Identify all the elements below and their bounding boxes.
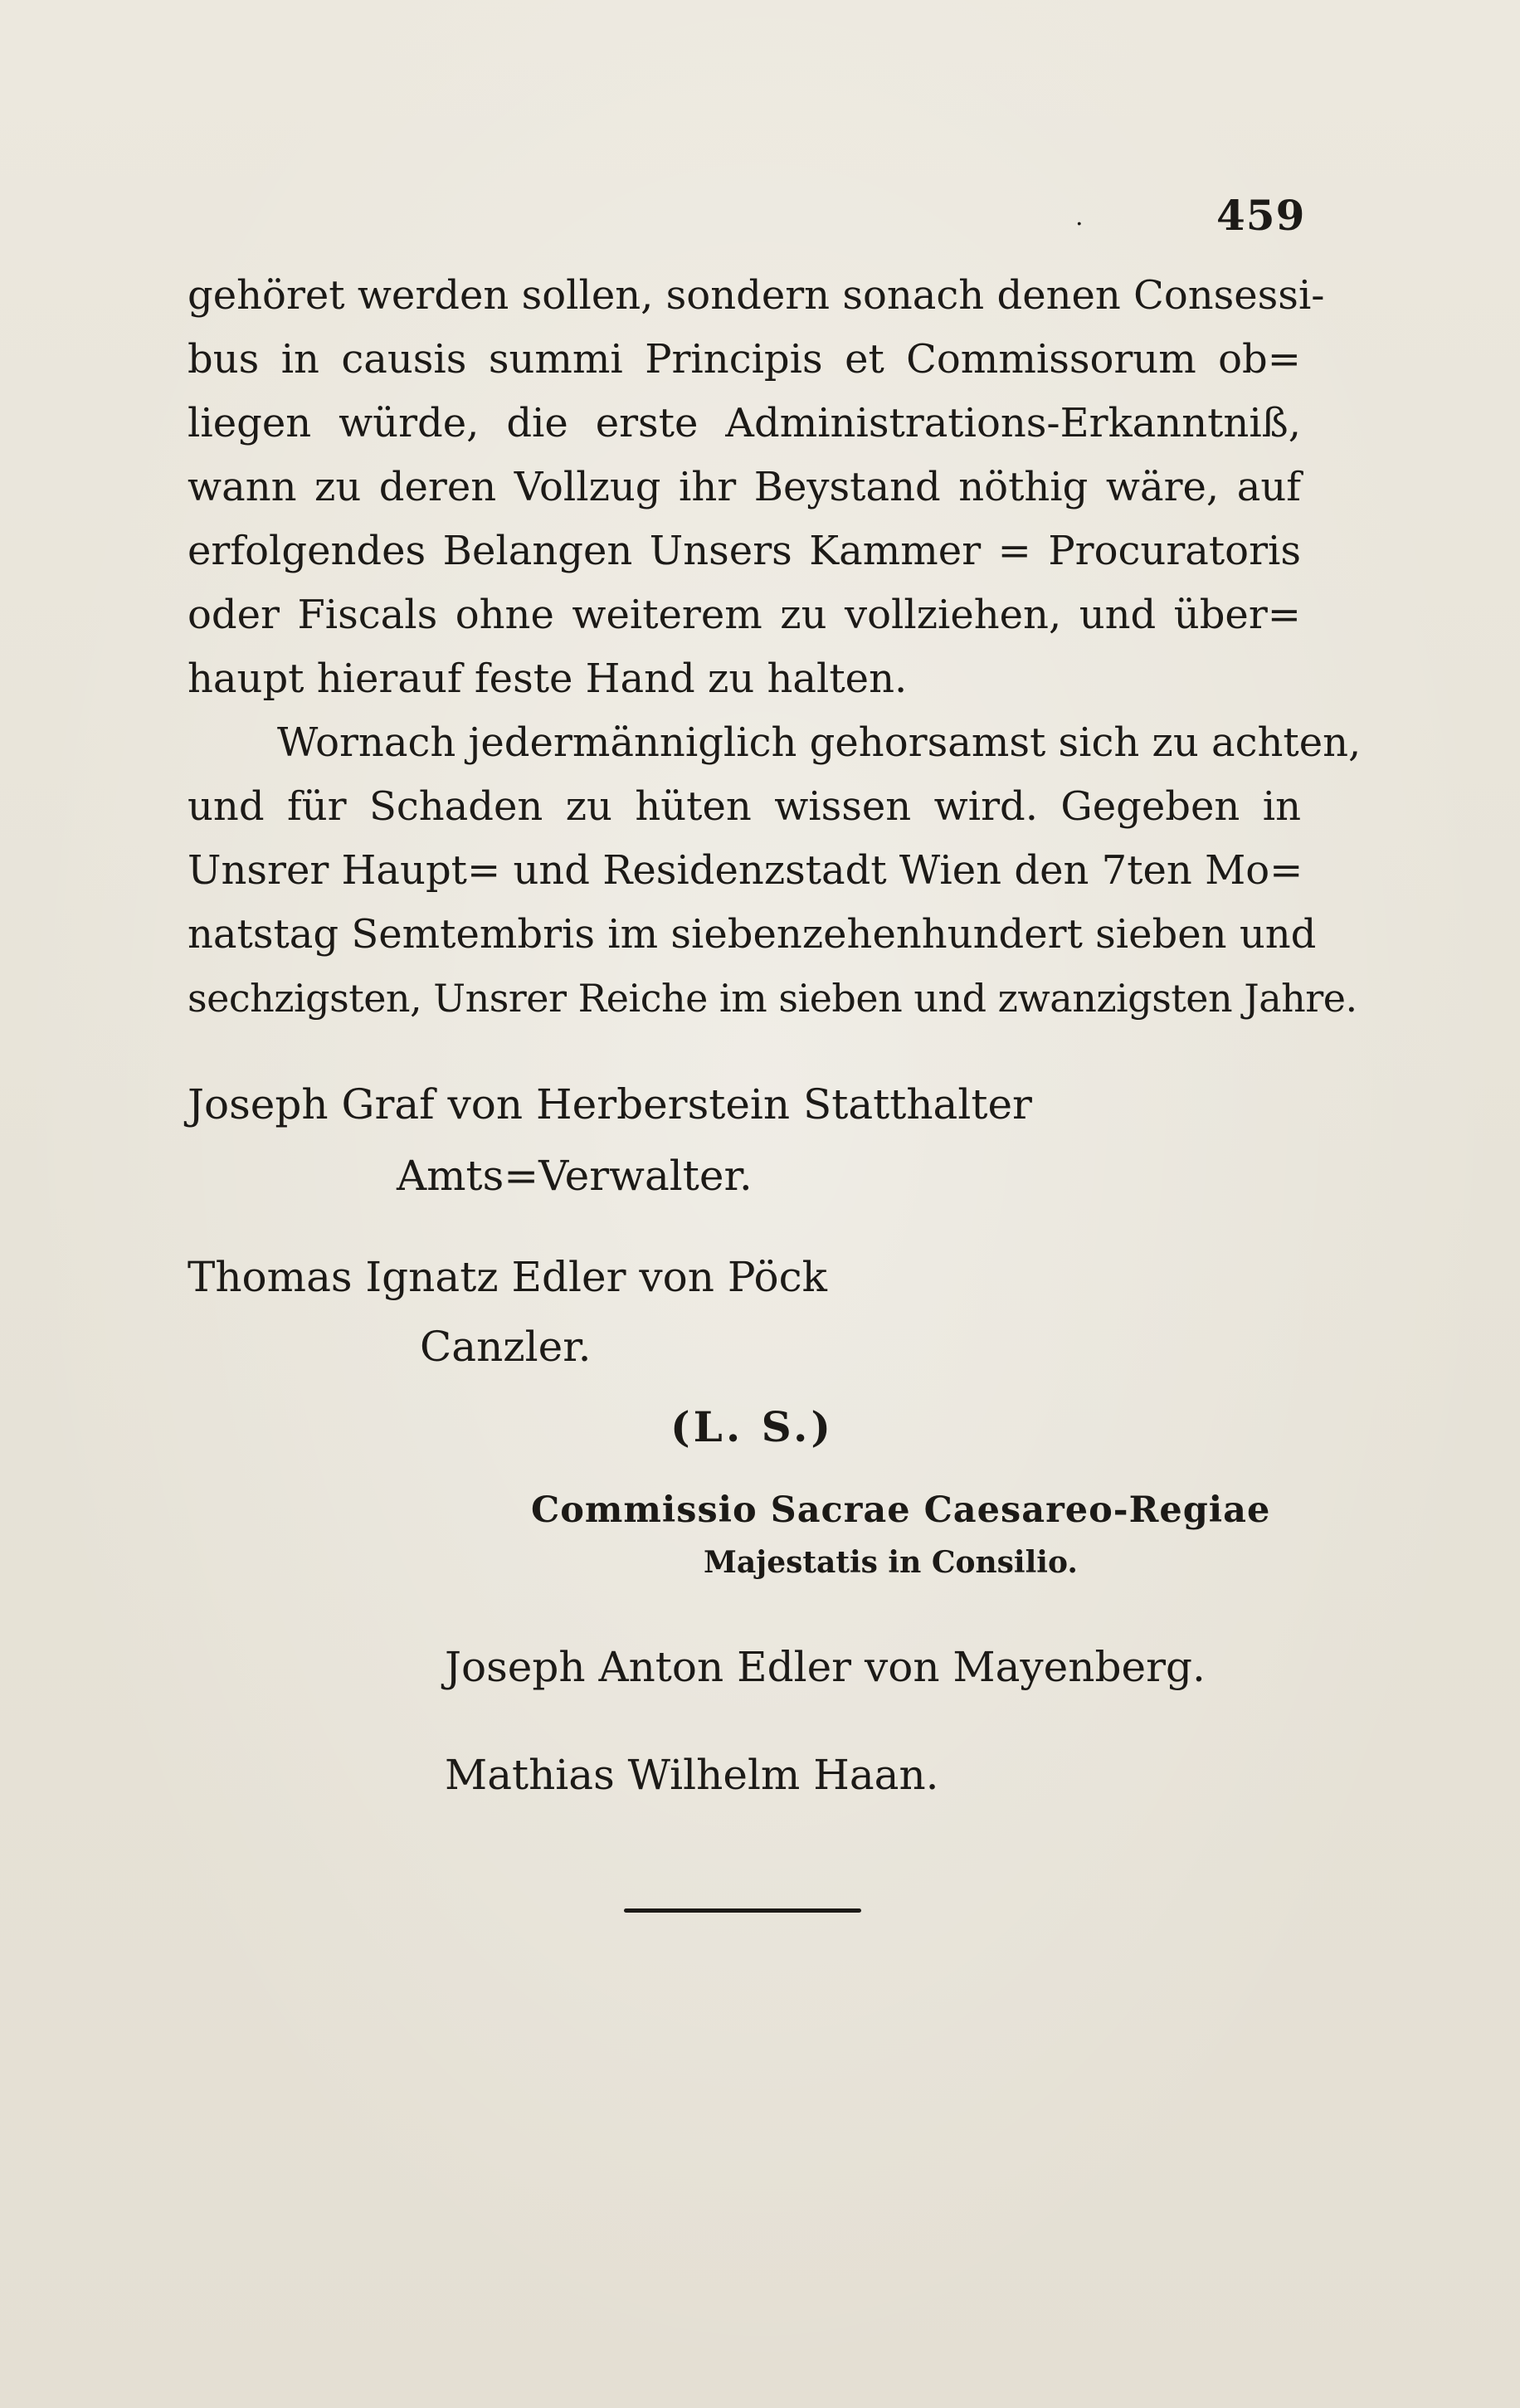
text-line: natstag Semtembris im siebenzehenhundert sieben und: [188, 911, 1317, 958]
signature-mayenberg: Joseph Anton Edler von Mayenberg.: [445, 1643, 1206, 1691]
majestatis-line: Majestatis in Consilio.: [704, 1545, 1078, 1580]
text-line: erfolgendes Belangen Unsers Kammer = Procuratoris: [188, 528, 1301, 574]
text-line: haupt hierauf feste Hand zu halten.: [188, 656, 908, 702]
signature-haan: Mathias Wilhelm Haan.: [445, 1751, 939, 1799]
signature-title-amts-verwalter: Amts=Verwalter.: [397, 1152, 753, 1200]
printer-mark: .: [1075, 202, 1084, 232]
text-line: sechzigsten, Unsrer Reiche im sieben und zwanzigsten Jahre.: [188, 976, 1357, 1021]
text-line: Unsrer Haupt= und Residenzstadt Wien den 7ten Mo=: [188, 847, 1303, 894]
text-line: und für Schaden zu hüten wissen wird. Gegeben in: [188, 783, 1301, 830]
text-line: liegen würde, die erste Administrations-Erkanntniß,: [188, 400, 1301, 446]
text-line: Wornach jedermänniglich gehorsamst sich zu achten,: [277, 719, 1362, 766]
text-line: oder Fiscals ohne weiterem zu vollziehen, und über=: [188, 592, 1301, 638]
commissio-line: Commissio Sacrae Caesareo-Regiae: [531, 1489, 1271, 1531]
body-text: [188, 264, 1362, 1031]
signature-herberstein: Joseph Graf von Herberstein Statthalter: [188, 1080, 1032, 1128]
text-line: gehöret werden sollen, sondern sonach denen Consessi-: [188, 272, 1325, 319]
seal-mark: (L. S.): [670, 1402, 835, 1451]
text-line: bus in causis summi Principis et Commissorum ob=: [188, 336, 1301, 383]
closing-rule: [624, 1908, 861, 1913]
text-line: wann zu deren Vollzug ihr Beystand nöthig wäre, auf: [188, 464, 1301, 510]
signature-title-canzler: Canzler.: [420, 1323, 592, 1371]
page-number: 459: [1216, 191, 1306, 240]
signature-poeck: Thomas Ignatz Edler von Pöck: [188, 1253, 827, 1301]
